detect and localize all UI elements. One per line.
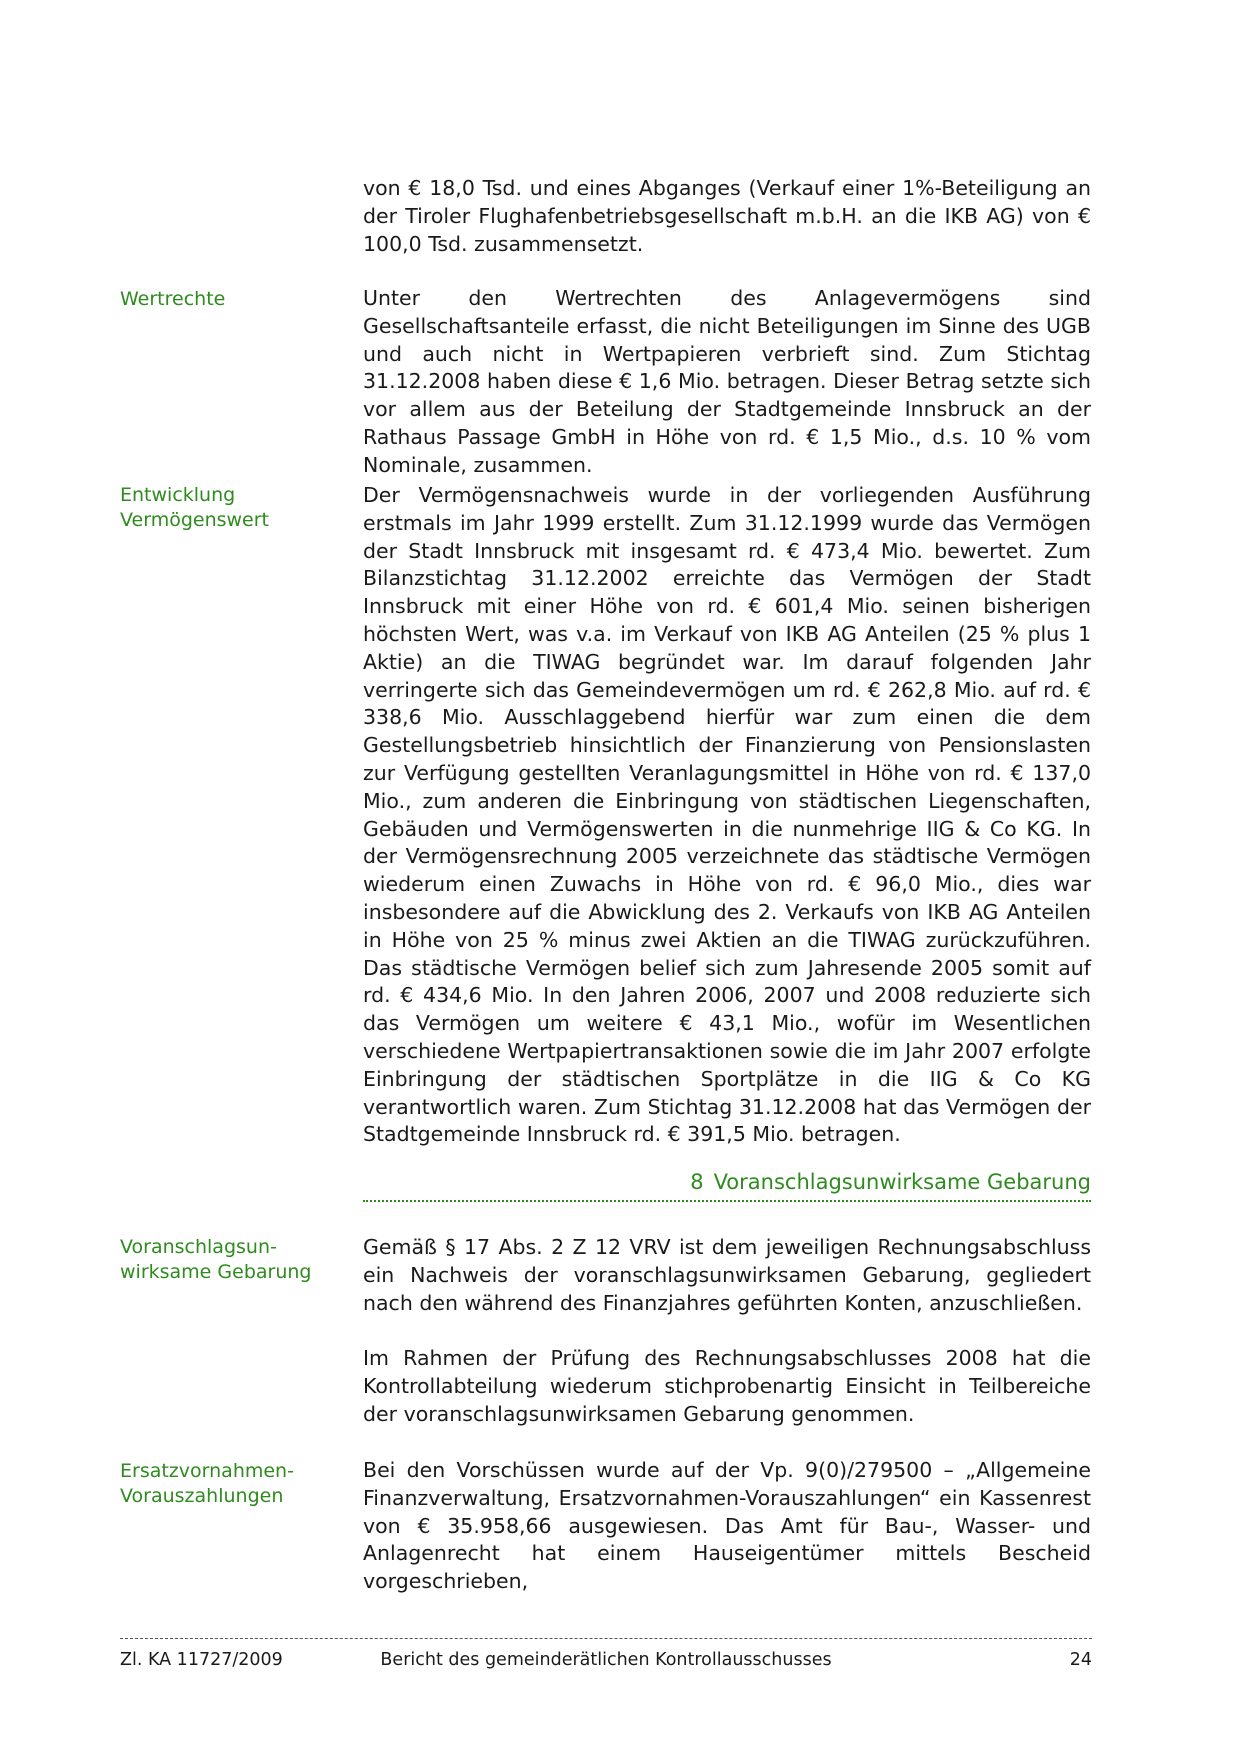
body-paragraph: Bei den Vorschüssen wurde auf der Vp. 9(0)/279500 – „Allgemeine Finanzverwaltung, Ersatzvornahmen-Vorauszahlungen“ ein Kassenrest von € 35.958,66 ausgewiesen. Das Amt für Bau-, Wasser- und Anlagenrecht hat einem Hauseigentümer mittels Bescheid vorgeschrieben,	[363, 1458, 1091, 1594]
footer-divider	[120, 1638, 1092, 1639]
section-heading	[363, 1168, 1091, 1202]
body-paragraph: Unter den Wertrechten des Anlagevermögens sind Gesellschaftsanteile erfasst, die nicht Beteiligungen im Sinne des UGB und auch nicht in Wertpapieren verbrieft sind. Zum Stichtag 31.12.2008 haben diese € 1,6 Mio. betragen. Dieser Betrag setzte sich vor allem aus der Beteilung der Stadtgemeinde Innsbruck an der Rathaus Passage GmbH in Höhe von rd. € 1,5 Mio., d.s. 10 % vom Nominale, zusammen.	[363, 286, 1091, 477]
paragraph-wertrechte	[363, 285, 1091, 480]
body-paragraph: Gemäß § 17 Abs. 2 Z 12 VRV ist dem jeweiligen Rechnungsabschluss ein Nachweis der voranschlagsunwirksamen Gebarung, gegliedert nach den während des Finanzjahres geführten Konten, anzuschließen.	[363, 1235, 1091, 1315]
paragraph-ersatzvornahmen	[363, 1457, 1091, 1596]
margin-note-ersatzvornahmen	[120, 1459, 340, 1509]
margin-note-text: Voranschlagsun-wirksame Gebarung	[120, 1236, 312, 1283]
page-number: 24	[1069, 1650, 1092, 1670]
section-title: Voranschlagsunwirksame Gebarung	[713, 1170, 1091, 1194]
footer-title: Bericht des gemeinderätlichen Kontrollausschusses	[380, 1650, 832, 1670]
margin-note-text: Ersatzvornahmen-Vorauszahlungen	[120, 1460, 294, 1507]
body-paragraph: Im Rahmen der Prüfung des Rechnungsabschlusses 2008 hat die Kontrollabteilung wiederum stichprobenartig Einsicht in Teilbereiche der voranschlagsunwirksamen Gebarung genommen.	[363, 1346, 1091, 1426]
margin-note-entwicklung	[120, 483, 340, 533]
section-number: 8	[690, 1170, 704, 1194]
footer-reference: Zl. KA 11727/2009	[120, 1650, 283, 1670]
margin-note-text: Entwicklung Vermögenswert	[120, 484, 270, 531]
paragraph-group-voranschlag	[363, 1234, 1091, 1429]
body-paragraph: von € 18,0 Tsd. und eines Abganges (Verkauf einer 1%-Beteiligung an der Tiroler Flughafenbetriebsgesellschaft m.b.H. an die IKB AG) von € 100,0 Tsd. zusammensetzt.	[363, 176, 1091, 256]
margin-note-wertrechte: Wertrechte	[120, 288, 226, 310]
paragraph-entwicklung	[363, 482, 1091, 1149]
margin-note-voranschlag	[120, 1235, 340, 1285]
body-paragraph: Der Vermögensnachweis wurde in der vorliegenden Ausführung erstmals im Jahr 1999 erstellt. Zum 31.12.1999 wurde das Vermögen der Stadt Innsbruck mit insgesamt rd. € 473,4 Mio. bewertet. Zum Bilanzstichtag 31.12.2002 erreichte das Vermögen der Stadt Innsbruck mit einer Höhe von rd. € 601,4 Mio. seinen bisherigen höchsten Wert, was v.a. im Verkauf von IKB AG Anteilen (25 % plus 1 Aktie) an die TIWAG begründet war. Im darauf folgenden Jahr verringerte sich das Gemeindevermögen um rd. € 262,8 Mio. auf rd. € 338,6 Mio. Ausschlaggebend hierfür war zum einen die dem Gestellungsbetrieb hinsichtlich der Finanzierung von Pensionslasten zur Verfügung gestellten Veranlagungsmittel in Höhe von rd. € 137,0 Mio., zum anderen die Einbringung von städtischen Liegenschaften, Gebäuden und Vermögenswerten in die nunmehrige IIG & Co KG. In der Vermögensrechnung 2005 verzeichnete das städtische Vermögen wiederum einen Zuwachs in Höhe von rd. € 96,0 Mio., dies war insbesondere auf die Abwicklung des 2. Verkaufs von IKB AG Anteilen in Höhe von 25 % minus zwei Aktien an die TIWAG zurückzuführen. Das städtische Vermögen belief sich zum Jahresende 2005 somit auf rd. € 434,6 Mio. In den Jahren 2006, 2007 und 2008 reduzierte sich das Vermögen um weitere € 43,1 Mio., wofür im Wesentlichen verschiedene Wertpapiertransaktionen sowie die im Jahr 2007 erfolgte Einbringung der städtischen Sportplätze in die IIG & Co KG verantwortlich waren. Zum Stichtag 31.12.2008 hat das Vermögen der Stadtgemeinde Innsbruck rd. € 391,5 Mio. betragen.	[363, 483, 1091, 1147]
paragraph-continuation	[363, 175, 1091, 258]
